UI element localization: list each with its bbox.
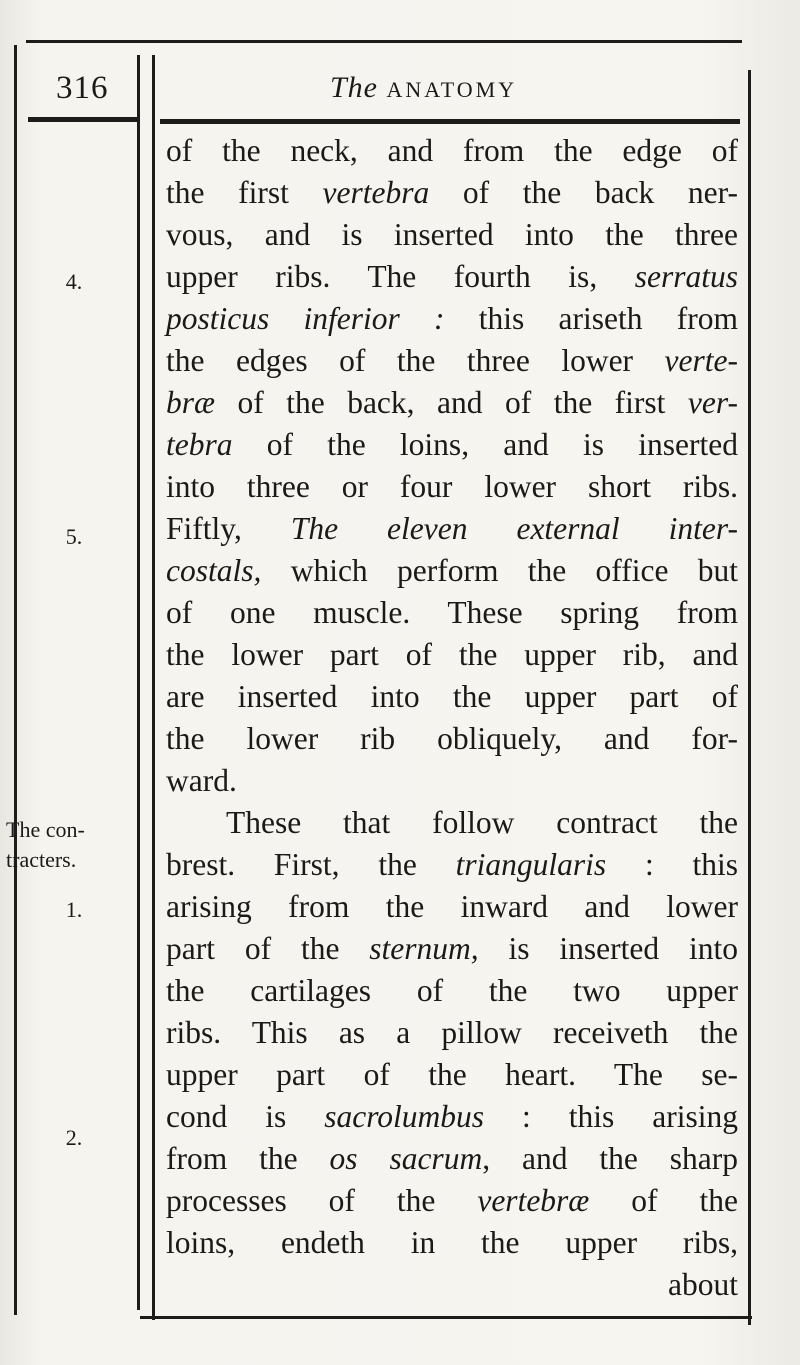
header-rule-right: [160, 119, 740, 124]
text-run: of the back ner-: [429, 175, 739, 210]
bottom-rule: [140, 1316, 752, 1319]
text-run: are inserted into the upper part of: [166, 679, 738, 714]
text-line: [166, 760, 738, 802]
text-run: about: [668, 1267, 738, 1302]
text-line: [166, 172, 738, 214]
text-line: [166, 1054, 738, 1096]
margin-number: 4.: [65, 269, 83, 294]
text-run: of the loins, and is inserted: [232, 427, 738, 462]
text-line: [166, 130, 738, 172]
text-run: the cartilages of the two upper: [166, 973, 738, 1008]
text-run: vous, and is inserted into the three: [166, 217, 738, 252]
right-inner-rule: [152, 55, 155, 1320]
text-line: [166, 424, 738, 466]
text-run: ward.: [166, 763, 237, 798]
italic-term: costals,: [166, 553, 262, 588]
text-line: [166, 256, 738, 298]
text-run: processes of the: [166, 1183, 478, 1218]
italic-term: posticus inferior :: [166, 301, 445, 336]
text-run: this ariseth from: [444, 301, 738, 336]
text-line: [166, 1180, 738, 1222]
italic-term: sacrolumbus: [324, 1099, 485, 1134]
italic-term: verte-: [664, 343, 738, 378]
text-line: [166, 1138, 738, 1180]
text-run: Fiftly,: [166, 511, 291, 546]
margin-note-line: tracters.: [6, 847, 77, 872]
italic-term: bræ: [166, 385, 216, 420]
body-text: [166, 130, 738, 1306]
margin-number: 5.: [65, 524, 83, 549]
text-line: [166, 1222, 738, 1264]
text-run: which perform the office but: [261, 553, 738, 588]
italic-term: serratus: [634, 259, 738, 294]
text-run: into three or four lower short ribs.: [166, 469, 738, 504]
text-line: [166, 298, 738, 340]
text-line: [166, 382, 738, 424]
text-line: [166, 340, 738, 382]
italic-term: triangularis: [455, 847, 607, 882]
text-line: [166, 970, 738, 1012]
margin-number: 1.: [65, 897, 83, 922]
text-run: upper part of the heart. The se-: [166, 1057, 738, 1092]
header-rule-left: [28, 117, 140, 122]
italic-term: tebra: [166, 427, 233, 462]
text-run: cond is: [166, 1099, 325, 1134]
text-line: [166, 802, 738, 844]
text-run: the lower rib obliquely, and for-: [166, 721, 738, 756]
text-run: from the: [166, 1141, 330, 1176]
italic-term: sternum,: [369, 931, 479, 966]
text-line: [166, 466, 738, 508]
text-run: , and the sharp: [482, 1141, 738, 1176]
margin-number: 2.: [65, 1125, 83, 1150]
italic-term: ver-: [687, 385, 738, 420]
top-rule: [26, 40, 742, 43]
text-run: : this arising: [484, 1099, 739, 1134]
italic-term: vertebra: [322, 175, 430, 210]
text-line: [166, 928, 738, 970]
italic-term: vertebræ: [477, 1183, 590, 1218]
page-number: 316: [56, 70, 109, 106]
text-line: [166, 676, 738, 718]
running-head-title: ANATOMY: [386, 77, 518, 102]
text-run: of the back, and of the first: [215, 385, 688, 420]
text-line: [166, 508, 738, 550]
margin-note: [6, 815, 130, 875]
text-run: upper ribs. The fourth is,: [166, 259, 635, 294]
text-line: [166, 844, 738, 886]
text-line: [166, 214, 738, 256]
italic-term: The eleven external inter-: [290, 511, 739, 546]
text-run: the lower part of the upper rib, and: [166, 637, 738, 672]
running-head: [330, 66, 517, 110]
italic-term: os sacrum: [329, 1141, 483, 1176]
margin-note-line: The con-: [6, 817, 85, 842]
text-run: of the neck, and from the edge of: [166, 133, 738, 168]
text-run: of the: [589, 1183, 738, 1218]
text-line: [166, 592, 738, 634]
running-head-the: The: [330, 71, 378, 104]
text-line: [166, 886, 738, 928]
text-run: of one muscle. These spring from: [166, 595, 738, 630]
text-line: [166, 550, 738, 592]
text-run: ribs. This as a pillow receiveth the: [166, 1015, 738, 1050]
text-run: part of the: [166, 931, 370, 966]
right-outer-rule: [748, 70, 751, 1325]
text-run: arising from the inward and lower: [166, 889, 738, 924]
text-line: [166, 1096, 738, 1138]
text-line: [166, 1012, 738, 1054]
text-line: [166, 718, 738, 760]
text-line: [166, 634, 738, 676]
column-divider-rule: [137, 55, 140, 1310]
text-run: the edges of the three lower: [166, 343, 665, 378]
text-line: [166, 1264, 738, 1306]
text-run: the first: [166, 175, 323, 210]
text-run: brest. First, the: [166, 847, 456, 882]
text-run: loins, endeth in the upper ribs,: [166, 1225, 738, 1260]
text-run: These that follow contract the: [226, 805, 738, 840]
text-run: is inserted into: [478, 931, 738, 966]
text-run: : this: [606, 847, 738, 882]
